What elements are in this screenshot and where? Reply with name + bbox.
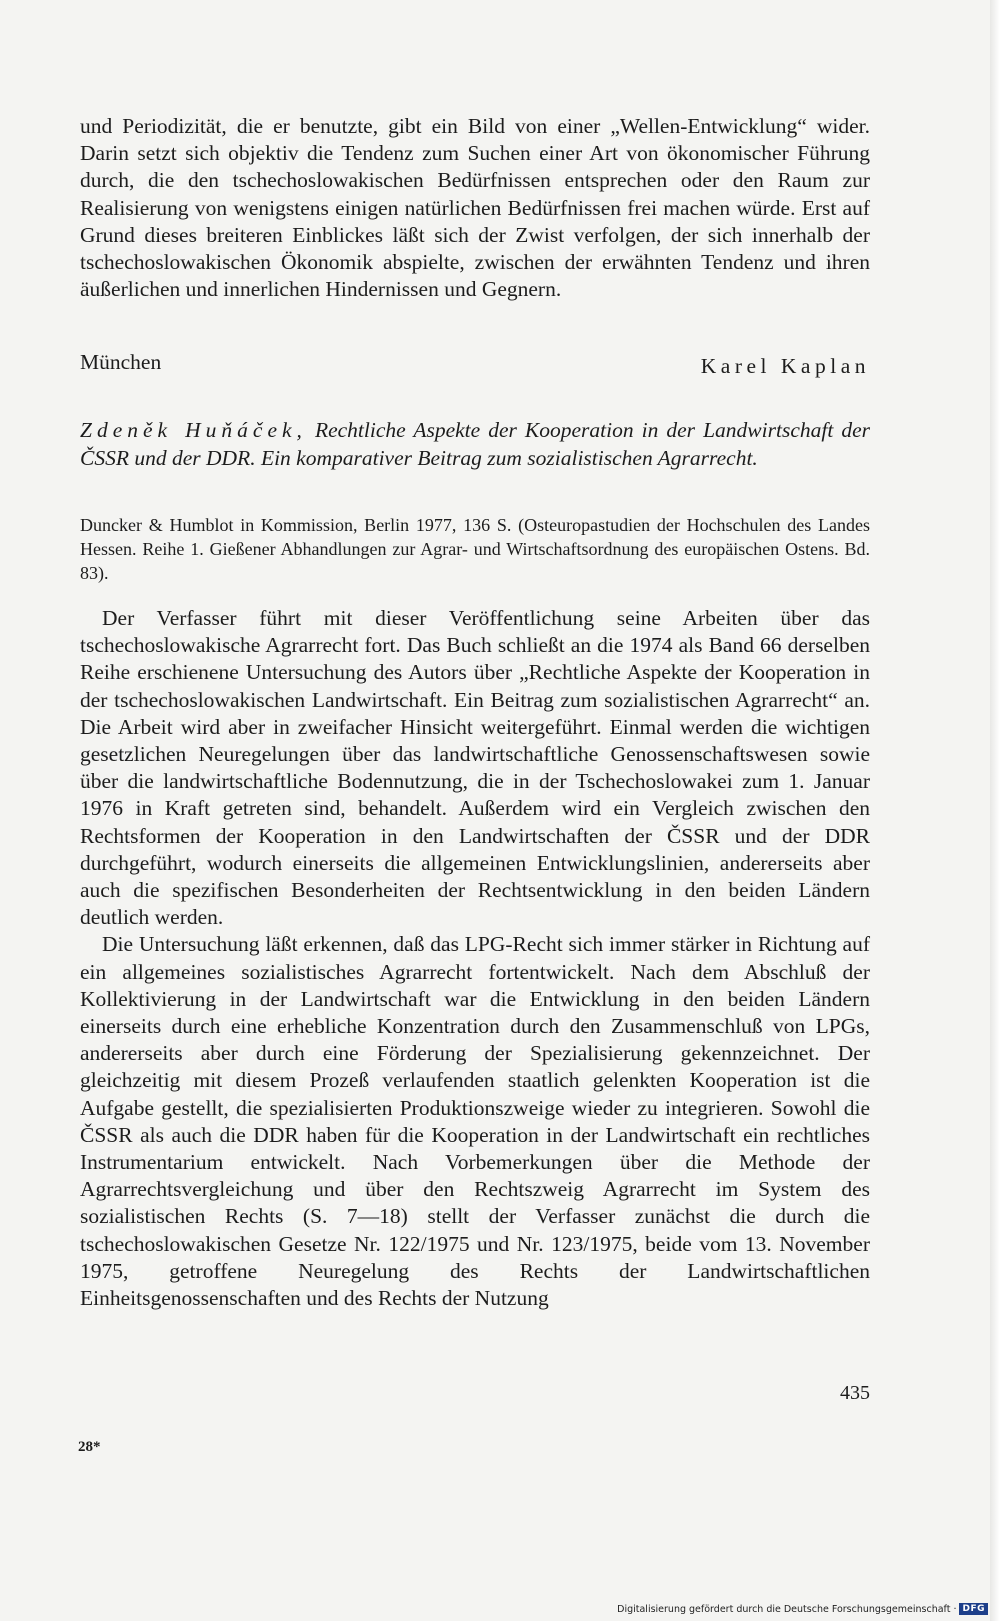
reviewed-author: Zdeněk Huňáček, <box>80 418 307 442</box>
dfg-logo: DFG <box>959 1603 988 1615</box>
page-edge-shadow <box>990 0 1000 1621</box>
body-paragraph-1: Der Verfasser führt mit dieser Veröffentlichung seine Arbeiten über das tschechoslowakische Agrarrecht fort. Das Buch schließt an die 1974 als Band 66 derselben Reihe erschienene Untersuchung des Autors über „Rechtliche Aspekte der Kooperation in der tschechoslowakischen Landwirtschaft. Ein Beitrag zum sozialistischen Agrarrecht“ an. Die Arbeit wird aber in zweifacher Hinsicht weitergeführt. Einmal werden die wichtigen gesetzlichen Neuregelungen über das landwirtschaftliche Genossenschaftswesen sowie über die landwirtschaftliche Bodennutzung, die in der Tschechoslowakei zum 1. Januar 1976 in Kraft getreten sind, behandelt. Außerdem wird ein Vergleich zwischen den Rechtsformen der Kooperation in den Landwirtschaften der ČSSR und der DDR durchgeführt, wodurch einerseits die allgemeinen Entwicklungslinien, andererseits aber auch die spezifischen Besonderheiten der Rechtsentwicklung in den beiden Ländern deutlich werden. <box>80 606 870 930</box>
publication-details: Duncker & Humblot in Kommission, Berlin 1977, 136 S. (Osteuropastudien der Hochschulen des Landes Hessen. Reihe 1. Gießener Abhandlungen zur Agrar- und Wirtschaftsordnung des europäischen Ostens. Bd. 83). <box>80 515 870 583</box>
review-signature <box>80 350 870 380</box>
continued-paragraph <box>80 113 870 303</box>
footer-credit: Digitalisierung gefördert durch die Deutsche Forschungsgemeinschaft <box>617 1603 951 1615</box>
reviewed-book-title: Rechtliche Aspekte der Kooperation in der Landwirtschaft der ČSSR und der DDR. Ein komparativer Beitrag zum sozialistischen Agrarrecht. <box>80 418 871 470</box>
paragraph-top: und Periodizität, die er benutzte, gibt ein Bild von einer „Wellen-Entwicklung“ wider. Darin setzt sich objektiv die Tendenz zum Suchen einer Art von ökonomischer Führung durch, die den tschechoslowakischen Bedürfnissen entsprechen oder den Raum zur Realisierung von wenigstens einigen natürlichen Bedürfnissen frei machen würde. Erst auf Grund dieses breiteren Einblickes läßt sich der Zwist verfolgen, der sich innerhalb der tschechoslowakischen Ökonomik abspielte, zwischen der erwähnten Tendenz und ihren äußerlichen und innerlichen Hindernissen und Gegnern. <box>80 114 870 302</box>
signature-author: Karel Kaplan <box>700 354 870 378</box>
review-heading <box>80 417 870 472</box>
publication-info <box>80 513 870 585</box>
digitization-footer: Digitalisierung gefördert durch die Deutsche Forschungsgemeinschaft · DFG <box>617 1601 988 1617</box>
review-body <box>80 605 870 1312</box>
signature-place: München <box>80 350 162 374</box>
body-paragraph-2: Die Untersuchung läßt erkennen, daß das LPG-Recht sich immer stärker in Richtung auf ein allgemeines sozialistisches Agrarrecht fortentwickelt. Nach dem Abschluß der Kollektivierung in der Landwirtschaft war die Entwicklung in den beiden Ländern einerseits durch eine erhebliche Konzentration durch den Zusammenschluß von LPGs, andererseits aber durch eine Förderung der Spezialisierung gekennzeichnet. Der gleichzeitig mit diesem Prozeß verlaufenden staatlich gelenkten Kooperation ist die Aufgabe gestellt, die spezialisierten Produktionszweige wieder zu integrieren. Sowohl die ČSSR als auch die DDR haben für die Kooperation in der Landwirtschaft ein rechtliches Instrumentarium entwickelt. Nach Vorbemerkungen über die Methode der Agrarrechtsvergleichung und über den Rechtszweig Agrarrecht im System des sozialistischen Rechts (S. 7—18) stellt der Verfasser zunächst die durch die tschechoslowakischen Gesetze Nr. 122/1975 und Nr. 123/1975, beide vom 13. November 1975, getroffene Neuregelung des Rechts der Landwirtschaftlichen Einheitsgenossenschaften und des Rechts der Nutzung <box>80 932 870 1311</box>
page-number: 435 <box>840 1382 870 1404</box>
review-title <box>80 417 870 472</box>
printer-signature-mark: 28* <box>78 1439 101 1455</box>
